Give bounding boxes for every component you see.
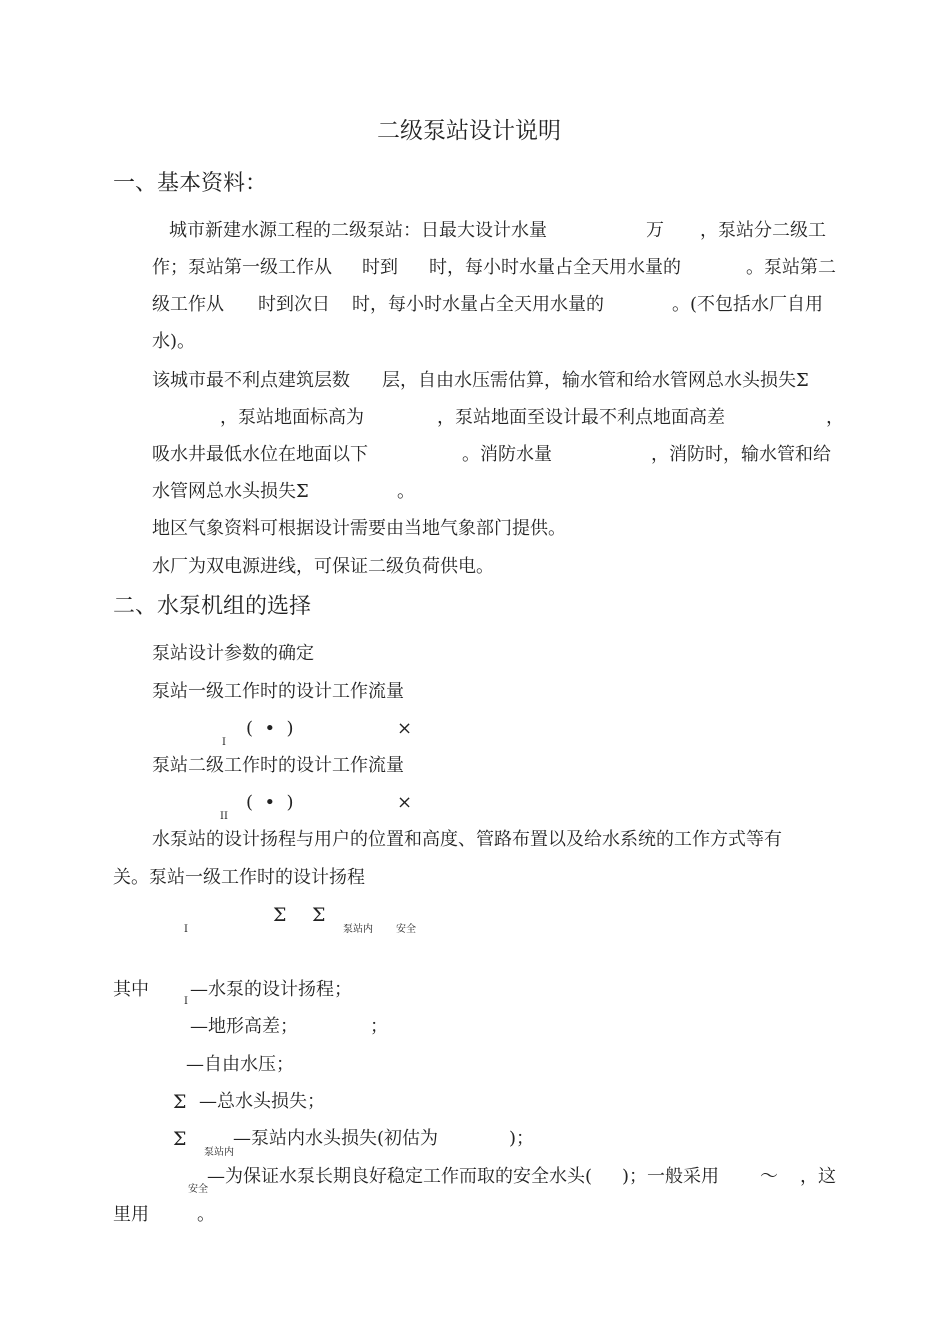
where6-subscript: 安全	[188, 1184, 208, 1195]
para2-line4-b: 。	[397, 481, 415, 502]
section-heading-pump-selection: 二、水泵机组的选择	[113, 594, 312, 619]
para2-line3-c: ，消防时，输水管和给	[651, 444, 831, 465]
para2-line1-b: 层，自由水压需估算，输水管和给水管网总水头损失Σ	[382, 370, 809, 391]
para1-line3-c: 时，每小时水量占全天用水量的	[352, 294, 604, 315]
where4-text: —总水头损失；	[199, 1091, 325, 1112]
para2-line2-a: ，泵站地面标高为	[220, 407, 364, 428]
where2-text-b: ；	[370, 1016, 388, 1037]
para3: 地区气象资料可根据设计需要由当地气象部门提供。	[152, 518, 566, 539]
para2-line1-a: 该城市最不利点建筑层数	[152, 370, 350, 391]
where5-subscript: 泵站内	[204, 1147, 234, 1158]
formula2-expression: ( • )	[246, 792, 294, 813]
where7-text-a: 里用	[113, 1204, 149, 1225]
where5-text-b: )；	[509, 1128, 535, 1149]
para1-line3-b: 时到次日	[258, 294, 330, 315]
para2-line3-b: 。消防水量	[462, 444, 552, 465]
para1-line1-b: 万	[646, 220, 664, 241]
formula1-expression: ( • )	[246, 718, 294, 739]
para1-line1-a: 城市新建水源工程的二级泵站：日最大设计水量	[169, 220, 547, 241]
formula3-subscript-safety: 安全	[396, 924, 416, 935]
formula2-times: ×	[397, 792, 413, 813]
para2-line4-a: 水管网总水头损失Σ	[152, 481, 309, 502]
where-label: 其中	[113, 979, 149, 1000]
section-heading-basic-data: 一、基本资料：	[113, 171, 268, 196]
where6-text-b: )；一般采用	[622, 1166, 720, 1187]
para1-line3-a: 级工作从	[152, 294, 224, 315]
formula1-subscript: I	[222, 737, 226, 748]
formula3-sigma-1: Σ	[273, 904, 287, 926]
para2-line2-c: ，	[826, 407, 844, 428]
para4: 水厂为双电源进线，可保证二级负荷供电。	[152, 556, 494, 577]
where7-text-b: 。	[197, 1204, 215, 1225]
para2-line3-a: 吸水井最低水位在地面以下	[152, 444, 368, 465]
where6-text-c: ～	[760, 1166, 778, 1187]
where6-text-d: ，这	[800, 1166, 836, 1187]
where5-sigma: Σ	[173, 1128, 187, 1150]
para5-line2: 关。泵站一级工作时的设计扬程	[113, 867, 365, 888]
where5-text-a: —泵站内水头损失(初估为	[233, 1128, 439, 1149]
where2-text-a: —地形高差；	[190, 1016, 298, 1037]
sec2-line1: 泵站设计参数的确定	[152, 643, 314, 664]
para2-line2-b: ，泵站地面至设计最不利点地面高差	[437, 407, 725, 428]
formula1-times: ×	[397, 718, 413, 739]
where1-subscript: I	[184, 996, 188, 1007]
para1-line2-c: 时，每小时水量占全天用水量的	[429, 257, 681, 278]
formula3-sigma-2: Σ	[312, 904, 326, 926]
where6-text-a: —为保证水泵长期良好稳定工作而取的安全水头(	[207, 1166, 593, 1187]
where3-text: —自由水压；	[186, 1054, 294, 1075]
para1-line2-a: 作；泵站第一级工作从	[152, 257, 332, 278]
formula2-subscript: II	[220, 811, 228, 822]
page-title: 二级泵站设计说明	[377, 118, 561, 144]
para1-line2-d: 。泵站第二	[746, 257, 836, 278]
para1-line2-b: 时到	[362, 257, 398, 278]
sec2-line3: 泵站二级工作时的设计工作流量	[152, 755, 404, 776]
formula3-subscript-station: 泵站内	[343, 924, 373, 935]
sec2-line2: 泵站一级工作时的设计工作流量	[152, 681, 404, 702]
para1-line3-d: 。(不包括水厂自用	[672, 294, 824, 315]
para1-line4: 水)。	[152, 331, 196, 352]
where4-sigma: Σ	[173, 1091, 187, 1113]
para1-line1-c: ，泵站分二级工	[700, 220, 826, 241]
para5-line1: 水泵站的设计扬程与用户的位置和高度、管路布置以及给水系统的工作方式等有	[152, 829, 782, 850]
formula3-subscript-i: I	[184, 924, 188, 935]
where1-text: —水泵的设计扬程；	[190, 979, 352, 1000]
